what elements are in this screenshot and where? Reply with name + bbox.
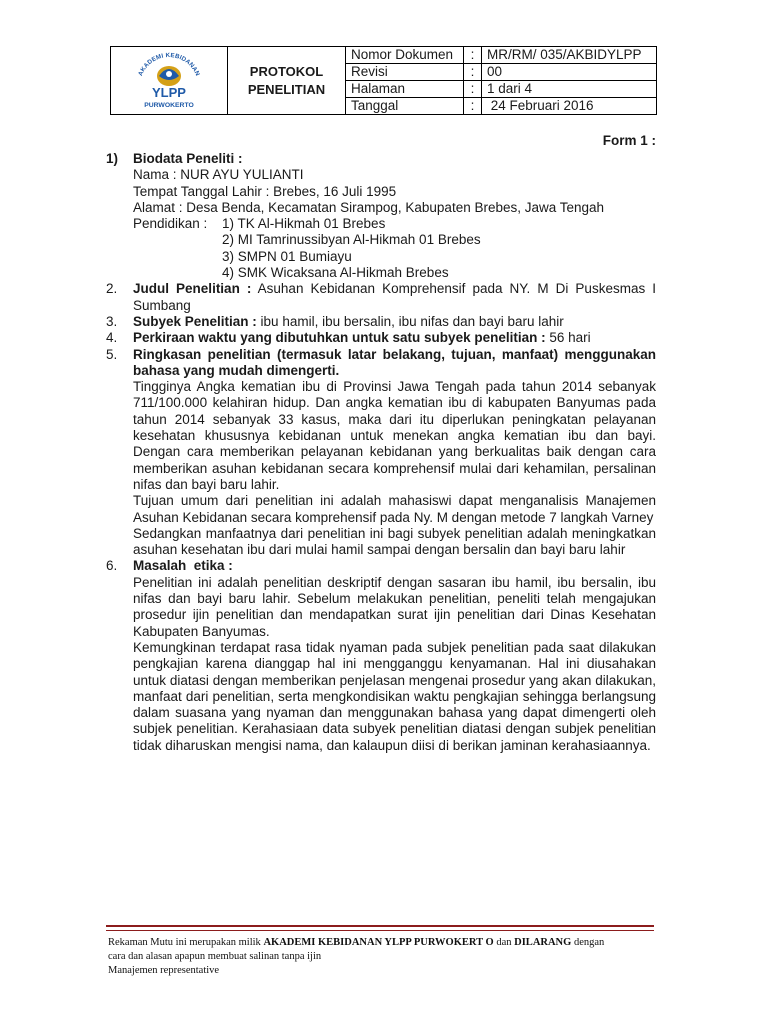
- logo-city: PURWOKERTO: [144, 101, 194, 109]
- colon: :: [464, 81, 482, 98]
- pendidikan-item: 1) TK Al-Hikmah 01 Brebes: [222, 216, 386, 232]
- footer-text: dengan: [571, 937, 605, 948]
- paragraph: Tingginya Angka kematian ibu di Provinsi Jawa Tengah pada tahun 2014 sebanyak 711/100.000 kelahiran hidup. Dan angka kematian ibu di kabupaten Banyumas pada tahun 2014 sebanyak 33 kasus, maka dari itu diperlukan peningkatan pelayanan kesehatan khususnya kebidanan untuk menekan angka kematian ibu dan bayi. Dengan cara memberikan pelayanan kebidanan yang berkualitas baik dengan cara memberikan asuhan kebidanan secara komprehensif mulai dari kehamilan, persalinan nifas dan bayi baru lahir.: [133, 379, 656, 492]
- section-heading: Ringkasan penelitian (termasuk latar belakang, tujuan, manfaat) menggunakan bahasa yang mudah dimengerti.: [133, 346, 656, 378]
- paragraph: Sedangkan manfaatnya dari penelitian ini bagi subyek penelitian adalah meningkatkan asuhan kesehatan ibu dari mulai hamil sampai dengan bersalin dan bayi baru lahir: [133, 525, 656, 558]
- colon: :: [464, 47, 482, 64]
- paragraph: Penelitian ini adalah penelitian deskriptif dengan sasaran ibu hamil, ibu bersalin, ibu nifas dan bayi baru lahir. Sebelum melakukan penelitian, peneliti telah mengajukan prosedur ijin penelitian dan mendapatkan surat ijin penelitian dari Dinas Kesehatan Kabupaten Banyumas.: [133, 574, 656, 639]
- logo-name: YLPP: [152, 84, 186, 100]
- document-body: [106, 151, 656, 754]
- footer-text: Rekaman Mutu ini merupakan milik: [108, 937, 264, 948]
- colon: :: [464, 98, 482, 115]
- ylpp-logo: [126, 50, 212, 112]
- section-biodata: [106, 151, 656, 281]
- section-heading: Perkiraan waktu yang dibutuhkan untuk satu subyek penelitian :: [133, 330, 546, 346]
- section-number: 4.: [106, 330, 118, 346]
- title-line-2: PENELITIAN: [247, 81, 326, 97]
- section-heading: Subyek Penelitian :: [133, 313, 257, 329]
- title-line-1: PROTOKOL: [249, 63, 324, 79]
- document-title: [228, 47, 346, 115]
- ttl-line: Tempat Tanggal Lahir : Brebes, 16 Juli 1995: [133, 183, 397, 199]
- value-halaman: 1 dari 4: [482, 81, 657, 98]
- pendidikan-label: Pendidikan :: [133, 216, 208, 232]
- section-heading: Masalah etika :: [133, 558, 233, 574]
- footer-institution: AKADEMI KEBIDANAN YLPP PURWOKERT O: [263, 937, 494, 948]
- footer-line-2: cara dan alasan apapun membuat salinan tanpa ijin: [108, 951, 322, 962]
- label-nomor-dokumen: Nomor Dokumen: [346, 47, 464, 64]
- colon: :: [464, 64, 482, 81]
- pendidikan-item: 4) SMK Wicaksana Al-Hikmah Brebes: [222, 265, 449, 281]
- section-number: 1): [106, 151, 119, 166]
- emblem-icon: [157, 66, 181, 86]
- label-halaman: Halaman: [346, 81, 464, 98]
- form-label: Form 1 :: [602, 133, 656, 148]
- footer-text: dan: [493, 937, 515, 948]
- footer-notice: [108, 936, 668, 978]
- alamat-line: Alamat : Desa Benda, Kecamatan Sirampog, Kabupaten Brebes, Jawa Tengah: [133, 199, 605, 215]
- section-number: 5.: [106, 346, 118, 362]
- value-revisi: 00: [482, 64, 657, 81]
- section-heading: Biodata Peneliti :: [133, 151, 243, 166]
- footer-rule: [106, 930, 654, 931]
- section-subyek: [106, 314, 656, 330]
- document-header-table: [110, 46, 657, 115]
- section-number: 2.: [106, 281, 118, 297]
- section-judul: [106, 281, 656, 314]
- section-text: ibu hamil, ibu bersalin, ibu nifas dan bayi baru lahir: [256, 313, 564, 329]
- footer-line-3: Manajemen representative: [108, 965, 220, 976]
- footer-rule: [106, 925, 654, 927]
- section-ringkasan: [106, 347, 656, 559]
- pendidikan-item: 2) MI Tamrinussibyan Al-Hikmah 01 Brebes: [222, 232, 481, 248]
- section-text: 56 hari: [545, 330, 591, 346]
- section-number: 6.: [106, 558, 118, 574]
- section-heading: Judul Penelitian :: [133, 281, 252, 297]
- section-text: Asuhan Kebidanan Komprehensif pada NY. M Di Puskesmas I Sumbang: [133, 281, 656, 313]
- section-etika: [106, 558, 656, 754]
- paragraph: Tujuan umum dari penelitian ini adalah mahasiswi dapat menganalisis Manajemen Asuhan Kebidanan secara komprehensif pada Ny. M dengan metode 7 langkah Varney: [133, 493, 656, 525]
- value-tanggal: 24 Februari 2016: [482, 98, 657, 115]
- logo-arc-text: AKADEMI KEBIDANAN: [137, 51, 201, 77]
- nama-line: Nama : NUR AYU YULIANTI: [133, 167, 304, 183]
- logo-cell: [111, 47, 228, 115]
- label-tanggal: Tanggal: [346, 98, 464, 115]
- value-nomor-dokumen: MR/RM/ 035/AKBIDYLPP: [482, 47, 657, 64]
- pendidikan-item: 3) SMPN 01 Bumiayu: [222, 248, 352, 264]
- section-waktu: [106, 330, 656, 346]
- footer-prohibited: DILARANG: [514, 937, 572, 948]
- section-number: 3.: [106, 313, 118, 329]
- paragraph: Kemungkinan terdapat rasa tidak nyaman pada subjek penelitian pada saat dilakukan pengkajian karena dianggap hal ini mengganggu kenyamanan. Hal ini diusahakan untuk diatasi dengan memberikan penjelasan mengenai prosedur yang akan dilakukan, manfaat dari penelitian, serta mengkondisikan waktu pengkajian sehingga berlangsung dalam suasana yang nyaman dan menggunakan bahasa yang dapat dimengerti oleh subjek penelitian. Kerahasiaan data subyek penelitian diatasi dengan subjek penelitian tidak diharuskan mengisi nama, dan kalaupun diisi di berikan jaminan kerahasiaannya.: [133, 639, 656, 753]
- label-revisi: Revisi: [346, 64, 464, 81]
